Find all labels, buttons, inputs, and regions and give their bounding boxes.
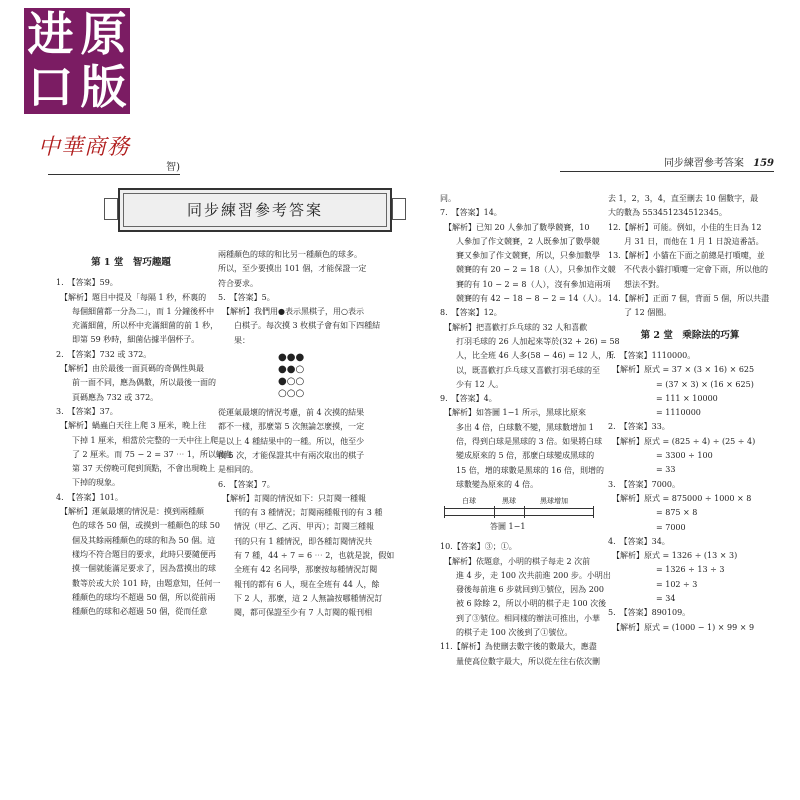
- text-line: 競賽的有 20 − 2 = 18（人），只參加作文競: [440, 265, 616, 275]
- text-line: 【解析】原式 = (825 ÷ 4) ÷ (25 ÷ 4): [608, 436, 756, 446]
- text-line: 8. 【答案】12。: [440, 308, 502, 318]
- text-line: 球數變為原來的 4 倍。: [440, 479, 539, 489]
- dot-row: ●●●: [278, 352, 305, 364]
- chapter-heading: 第 2 堂 乘除法的巧算: [640, 329, 740, 341]
- column-2: [218, 248, 395, 621]
- text-line: 數等於或大於 101 時，由題意知，任何一: [56, 578, 221, 588]
- text-line: 充滿細菌，所以杯中充滿細菌的前 1 秒，: [56, 321, 219, 331]
- ball-diagram: [440, 494, 600, 536]
- text-line: = 875 × 8: [608, 508, 698, 518]
- text-line: 賽又參加了作文競賽，所以，只參加數學: [440, 251, 600, 261]
- text-line: = 1110000: [608, 408, 701, 418]
- text-line: = (37 × 3) × (16 × 625): [608, 379, 754, 389]
- text-line: 9. 【答案】4。: [440, 394, 497, 404]
- left-page-header: 智): [48, 158, 180, 175]
- text-line: 6. 【答案】7。: [218, 479, 275, 489]
- text-line: 種顏色的球均不超過 50 個，所以從前兩: [56, 592, 216, 602]
- text-line: 多出 4 倍，白球數不變，黑球數增加 1: [440, 422, 594, 432]
- section-title-box: [118, 188, 392, 232]
- text-line: 【解析】原式 = 1326 ÷ (13 × 3): [608, 551, 738, 561]
- text-line: 15 倍，增的球數是黑球的 16 倍，則增的: [440, 465, 604, 475]
- diagram-label: 黑球增加: [540, 497, 568, 506]
- page-number: 159: [753, 158, 774, 169]
- text-line: 賽的有 10 − 2 = 8（人），沒有參加這兩項: [440, 279, 611, 289]
- text-line: 到了③號位。相同樣的辦法可推出，小華: [440, 613, 600, 623]
- diagram-label: 白球: [462, 497, 476, 506]
- text-line: 倍，得到白球是黑球的 3 倍。如果將白球: [440, 437, 603, 447]
- text-line: 都不一樣，那麼第 5 次無論怎麼摸，一定: [218, 422, 365, 432]
- text-line: 是以上 4 種結果中的一種。所以，他至少: [218, 436, 365, 446]
- text-line: 想法不對。: [608, 279, 664, 289]
- text-line: 下 2 人，那麼，這 2 人無論按哪種情況訂: [218, 593, 383, 603]
- text-line: 從運氣最壞的情況考慮，前 4 次摸的結果: [218, 408, 365, 418]
- text-line: 【解析】蝸蟲白天往上爬 3 厘米，晚上往: [56, 421, 207, 431]
- text-line: 前一面不同，應為偶數，所以最後一面的: [56, 378, 216, 388]
- text-line: 【解析】原式 = 875000 ÷ 1000 × 8: [608, 493, 752, 503]
- text-line: 量使高位數字最大，所以從左往右依次刪: [440, 656, 600, 666]
- text-line: 第 37 天傍晚可爬到頂點，不會出現晚上: [56, 464, 216, 474]
- text-line: 4. 【答案】34。: [608, 536, 670, 546]
- text-line: 5. 【答案】5。: [218, 292, 275, 302]
- origin-badge: [24, 8, 130, 114]
- text-line: 5. 【答案】890109。: [608, 608, 691, 618]
- diagram-bar: [444, 508, 594, 516]
- text-line: = 3300 ÷ 100: [608, 451, 713, 461]
- diagram-caption: 答圖 1−1: [490, 522, 526, 532]
- running-title: 同步練習參考答案: [663, 158, 744, 169]
- text-line: 果：: [218, 335, 250, 345]
- text-line: 不代表小貓打噴嚏一定會下雨，所以他的: [608, 265, 768, 275]
- text-line: 【解析】我們用●表示黑棋子，用○表示: [218, 307, 364, 317]
- text-line: 色的球各 50 個，或摸到一種顏色的球 50: [56, 521, 220, 531]
- text-line: 人參加了作文競賽，2 人既參加了數學競: [440, 236, 600, 246]
- text-line: 3. 【答案】37。: [56, 406, 118, 416]
- text-line: 【解析】依題意，小明的棋子每走 2 次前: [440, 556, 591, 566]
- column-4: [608, 192, 772, 635]
- diagram-label: 黑球: [502, 497, 516, 506]
- badge-char: 原: [80, 7, 127, 61]
- text-line: 少有 12 人。: [440, 379, 504, 389]
- right-page-header: [560, 154, 774, 172]
- text-line: = 1326 ÷ 13 ÷ 3: [608, 565, 725, 575]
- text-line: = 102 ÷ 3: [608, 579, 698, 589]
- text-line: 兩種顏色的球的和比另一種顏色的球多。: [218, 250, 362, 259]
- text-line: 以，既喜歡打乒乓球又喜歡打羽毛球的至: [440, 365, 600, 375]
- text-line: 同。: [440, 194, 456, 203]
- text-line: 2. 【答案】33。: [608, 422, 670, 432]
- badge-char: 版: [80, 60, 127, 114]
- text-line: 閱，都可保證至少有 7 人訂閱的報刊相: [218, 608, 373, 618]
- text-line: 了 12 個圈。: [608, 308, 672, 318]
- dot-row: ○○○: [278, 388, 305, 400]
- text-line: 【解析】如答圖 1−1 所示，黑球比原來: [440, 408, 586, 418]
- text-line: 報刊的都有 6 人，現在全班有 44 人，餘: [218, 579, 380, 589]
- text-line: 13.【解析】小貓在下面之前總是打噴嚏，並: [608, 251, 765, 261]
- text-line: 種顏色的球和必超過 50 個，從而任意: [56, 607, 208, 617]
- dot-row: ●○○: [278, 376, 305, 388]
- text-line: 白棋子。每次摸 3 枚棋子會有如下四種結: [218, 321, 381, 331]
- text-line: = 33: [608, 465, 676, 475]
- text-line: 2. 【答案】732 或 372。: [56, 349, 152, 359]
- text-line: 4. 【答案】101。: [56, 492, 123, 502]
- text-line: 樣均不符合題目的要求，此時只要隨便再: [56, 549, 216, 559]
- text-line: 1. 【答案】1110000。: [608, 350, 696, 360]
- text-line: 刊的只有 1 種情況，即各種訂閱情況共: [218, 536, 373, 546]
- text-line: 12.【解析】可能。例如，小佳的生日為 12: [608, 222, 762, 232]
- text-line: 【解析】已知 20 人參加了數學競賽，10: [440, 222, 590, 232]
- text-line: 3. 【答案】7000。: [608, 479, 680, 489]
- text-line: 每個細菌都一分為二」，而 1 分鐘後杯中: [56, 306, 215, 316]
- text-line: 摸 5 次，才能保證其中有兩次取出的棋子: [218, 450, 365, 460]
- text-line: 人，比全班 46 人多(58 − 46) = 12 人，所: [440, 351, 615, 361]
- text-line: 符合要求。: [218, 278, 258, 288]
- text-line: 全班有 42 名同學，那麼按每種情況訂閱: [218, 565, 378, 575]
- text-line: 的棋子走 100 次後到了①號位。: [440, 628, 573, 638]
- text-line: 進 4 步，走 100 次共前進 200 步。小明出: [440, 570, 611, 580]
- column-1: [56, 248, 232, 619]
- text-line: 個及其餘兩種顏色的球的和為 50 個。這: [56, 535, 216, 545]
- chapter-heading: 第 1 堂 智巧趣題: [91, 257, 171, 268]
- text-line: 【解析】原式 = (1000 − 1) × 99 × 9: [608, 622, 755, 632]
- text-line: 去 1，2，3，4，直至刪去 10 個數字，最: [608, 194, 759, 203]
- text-line: 1. 【答案】59。: [56, 278, 118, 288]
- text-line: 競賽的有 42 − 18 − 8 − 2 = 14（人）。: [440, 294, 607, 304]
- text-line: 月 31 日，而他在 1 月 1 日說這番話。: [608, 236, 764, 246]
- text-line: 10.【答案】③；①。: [440, 542, 517, 552]
- badge-char: 口: [27, 60, 74, 114]
- text-line: 下掉的現象。: [56, 478, 120, 488]
- text-line: 【解析】原式 = 37 × (3 × 16) × 625: [608, 365, 755, 375]
- text-line: 11.【解析】為使刪去數字後的數最大，應盡: [440, 642, 597, 652]
- dot-row: ●●○: [278, 364, 305, 376]
- text-line: 【解析】由於最後一面頁碼的奇偶性與最: [56, 364, 204, 374]
- text-line: = 7000: [608, 522, 686, 532]
- publisher-logo: 中華商務: [38, 135, 131, 160]
- text-line: = 111 × 10000: [608, 393, 718, 403]
- section-title: 同步練習參考答案: [123, 193, 387, 227]
- text-line: 打羽毛球的 26 人加起來等於(32 + 26) = 58: [440, 336, 620, 346]
- text-line: 變成原來的 5 倍，那麼白球變成黑球的: [440, 451, 595, 461]
- text-line: 大的數為 553451234512345。: [608, 208, 727, 218]
- column-3: [440, 192, 620, 669]
- text-line: 【解析】把喜歡打乒乓球的 32 人和喜歡: [440, 322, 588, 332]
- text-line: 下掉 1 厘米，相當於完整的一天中往上爬: [56, 435, 219, 445]
- text-line: 有 7 種，44 ÷ 7 = 6 ⋯ 2，也就是說，假如: [218, 551, 395, 561]
- text-line: 了 2 厘米。而 75 − 2 = 37 ⋯ 1，所以蝸蟲: [56, 449, 232, 459]
- text-line: 摸一個就能滿足要求了，因為當摸出的球: [56, 564, 216, 574]
- text-line: 【解析】運氣最壞的情況是：摸到兩種顏: [56, 507, 204, 517]
- text-line: 7. 【答案】14。: [440, 208, 502, 218]
- text-line: 被 6 除餘 2，所以小明的棋子走 100 次後: [440, 599, 607, 609]
- text-line: 刊的有 3 種情況；訂閱兩種報刊的有 3 種: [218, 508, 383, 518]
- text-line: 是相同的。: [218, 465, 258, 475]
- text-line: 【解析】題目中提及「每隔 1 秒，杯裏的: [56, 292, 207, 302]
- text-line: 【解析】訂閱的情況如下：只訂閱一種報: [218, 493, 366, 503]
- text-line: 14.【解析】正面 7 個，背面 5 個，所以共盡: [608, 294, 770, 304]
- badge-char: 进: [27, 7, 74, 61]
- text-line: 即第 59 秒時，細菌佔據半個杯子。: [56, 335, 200, 345]
- text-line: 發後每前進 6 步就回到①號位，因為 200: [440, 585, 604, 595]
- text-line: 頁碼應為 732 或 372。: [56, 392, 159, 402]
- dot-combinations: [278, 352, 376, 400]
- text-line: = 34: [608, 594, 676, 604]
- text-line: 情況（甲乙、乙丙、甲丙）；訂閱三種報: [218, 522, 374, 532]
- text-line: 所以，至少要摸出 101 個，才能保證一定: [218, 264, 367, 274]
